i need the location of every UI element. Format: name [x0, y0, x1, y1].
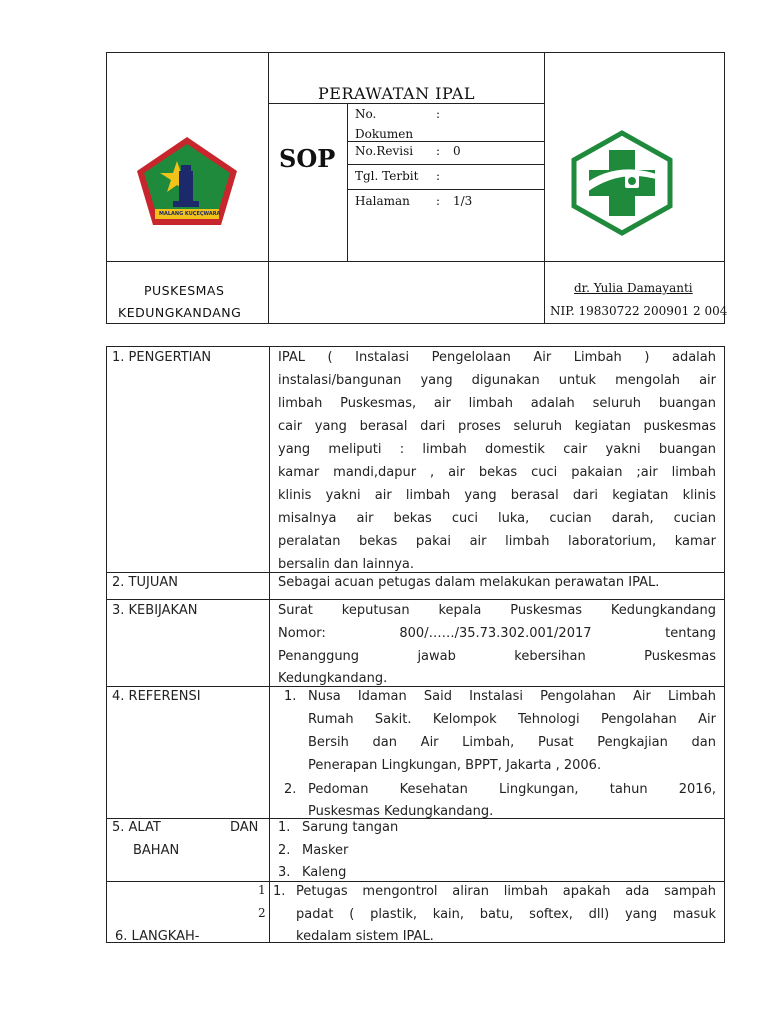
section-label-langkah: 6. LANGKAH- — [115, 929, 200, 944]
no-revisi-label: No.Revisi — [355, 144, 414, 158]
referensi-num: 1. — [284, 689, 297, 704]
alat-item: Masker — [302, 843, 349, 858]
kebijakan-line: Kedungkandang. — [278, 671, 388, 686]
referensi-num: 2. — [284, 782, 297, 797]
logo-caption: MALANG KUÇEÇWARA — [159, 211, 221, 217]
no-dokumen-label: No. — [355, 107, 377, 121]
no-revisi-sep: : — [436, 144, 441, 158]
kebijakan-line: Surat keputusan kepala Puskesmas Kedungkandang — [278, 603, 716, 618]
header-divider — [347, 103, 348, 261]
kebijakan-line: Nomor: 800/……/35.73.302.001/2017 tentang — [278, 626, 716, 641]
section-label-alat: 5. ALAT — [112, 820, 161, 835]
pengertian-line: limbah Puskesmas, air limbah adalah seluruh buangan — [278, 396, 716, 411]
section-label-pengertian: 1. PENGERTIAN — [112, 350, 212, 365]
pengertian-line: yang meliputi : limbah domestik cair yakni buangan — [278, 442, 716, 457]
halaman-value: 1/3 — [453, 194, 473, 208]
section-label-kebijakan: 3. KEBIJAKAN — [112, 603, 198, 618]
header-divider — [106, 261, 725, 262]
section-label-tujuan: 2. TUJUAN — [112, 575, 178, 590]
referensi-line: Penerapan Lingkungan, BPPT, Jakarta , 2006. — [308, 758, 602, 773]
org-name-line2: KEDUNGKANDANG — [118, 305, 242, 320]
signer-nip: NIP. 19830722 200901 2 004 — [550, 304, 728, 318]
referensi-line: Puskesmas Kedungkandang. — [308, 804, 494, 819]
halaman-sep: : — [436, 194, 441, 208]
puskesmas-logo — [569, 130, 675, 236]
kebijakan-line: Penanggung jawab kebersihan Puskesmas — [278, 649, 716, 664]
header-divider — [544, 52, 545, 324]
referensi-line: Bersih dan Air Limbah, Pusat Pengkajian dan — [308, 735, 716, 750]
alat-num: 2. — [278, 843, 291, 858]
langkah-line: Petugas mengontrol aliran limbah apakah ada sampah — [296, 884, 716, 899]
no-dokumen-label-2: Dokumen — [355, 127, 414, 141]
tgl-terbit-sep: : — [436, 169, 441, 183]
body-divider — [269, 346, 270, 943]
section-label-referensi: 4. REFERENSI — [112, 689, 201, 704]
alat-item: Kaleng — [302, 865, 347, 880]
pengertian-line: klinis yakni air limbah yang berasal dari kegiatan klinis — [278, 488, 716, 503]
pengertian-line: misalnya air bekas cuci luka, cucian darah, cucian — [278, 511, 716, 526]
langkah-line: padat ( plastik, kain, batu, softex, dll) yang masuk — [296, 907, 716, 922]
pengertian-line: IPAL ( Instalasi Pengelolaan Air Limbah ) adalah — [278, 350, 716, 365]
langkah-num: 1. — [273, 884, 286, 899]
referensi-line: Nusa Idaman Said Instalasi Pengolahan Air Limbah — [308, 689, 716, 704]
alat-num: 3. — [278, 865, 291, 880]
pengertian-line: bersalin dan lainnya. — [278, 557, 414, 572]
header-divider — [268, 52, 269, 324]
langkah-margin-num: 1 — [258, 883, 266, 897]
referensi-line: Pedoman Kesehatan Lingkungan, tahun 2016, — [308, 782, 716, 797]
header-divider — [268, 103, 544, 104]
pengertian-line: kamar mandi,dapur , air bekas cuci pakaian ;air limbah — [278, 465, 716, 480]
tgl-terbit-label: Tgl. Terbit — [355, 169, 419, 183]
section-label-bahan: BAHAN — [133, 843, 180, 858]
section-label-alat-dan: DAN — [230, 820, 259, 835]
langkah-line: kedalam sistem IPAL. — [296, 929, 434, 944]
alat-num: 1. — [278, 820, 291, 835]
tujuan-text: Sebagai acuan petugas dalam melakukan perawatan IPAL. — [278, 575, 660, 590]
header-divider — [347, 164, 544, 165]
document-title: PERAWATAN IPAL — [318, 84, 475, 103]
referensi-line: Rumah Sakit. Kelompok Tehnologi Pengolahan Air — [308, 712, 716, 727]
pengertian-line: instalasi/bangunan yang digunakan untuk mengolah air — [278, 373, 716, 388]
header-divider — [347, 189, 544, 190]
org-name-line1: PUSKESMAS — [144, 283, 225, 298]
no-dokumen-sep: : — [436, 107, 441, 121]
pengertian-line: cair yang berasal dari proses seluruh kegiatan puskesmas — [278, 419, 716, 434]
alat-item: Sarung tangan — [302, 820, 399, 835]
pengertian-line: peralatan bekas pakai air limbah laboratorium, kamar — [278, 534, 716, 549]
no-revisi-value: 0 — [453, 144, 461, 158]
signer-name: dr. Yulia Damayanti — [574, 281, 693, 295]
langkah-margin-num: 2 — [258, 906, 266, 920]
malang-city-logo — [133, 135, 241, 227]
halaman-label: Halaman — [355, 194, 410, 208]
sop-label: SOP — [279, 144, 336, 173]
